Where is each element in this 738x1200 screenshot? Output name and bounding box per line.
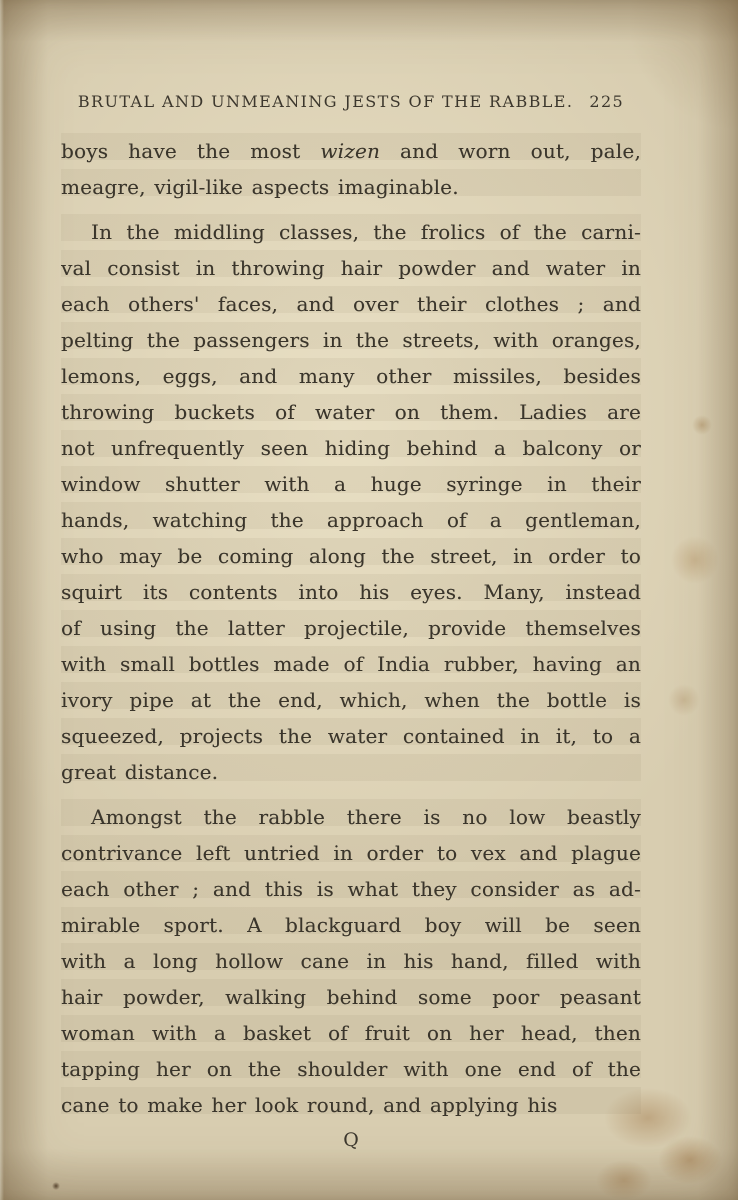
text-line: meagre, vigil-like aspects imaginable. xyxy=(61,175,459,199)
text-line: lemons, eggs, and many other missiles, besides xyxy=(61,364,641,388)
page-body xyxy=(61,133,641,1123)
text-line: boys have the most wizen and worn out, pale, xyxy=(61,139,641,163)
text-line: great distance. xyxy=(61,760,219,784)
text-line: contrivance left untried in order to vex and plague xyxy=(61,841,641,865)
running-head-title: BRUTAL AND UNMEANING JESTS OF THE RABBLE. xyxy=(77,92,574,111)
text-line: In the middling classes, the frolics of the carni- xyxy=(91,220,641,244)
text-line: hair powder, walking behind some poor peasant xyxy=(61,985,641,1009)
page-number: 225 xyxy=(589,92,625,111)
text-line: throwing buckets of water on them. Ladies are xyxy=(61,400,641,424)
paragraph xyxy=(61,799,641,1123)
text-line: window shutter with a huge syringe in their xyxy=(61,472,641,496)
paragraph xyxy=(61,133,641,205)
text-line: hands, watching the approach of a gentleman, xyxy=(61,508,641,532)
text-line: of using the latter projectile, provide themselves xyxy=(61,616,641,640)
text-line: ivory pipe at the end, which, when the bottle is xyxy=(61,688,641,712)
text-line: cane to make her look round, and applying his xyxy=(61,1093,558,1117)
paragraph xyxy=(61,214,641,790)
text-line: who may be coming along the street, in order to xyxy=(61,544,641,568)
page-header xyxy=(61,92,641,111)
text-line: Amongst the rabble there is no low beastly xyxy=(91,805,641,829)
text-line: squeezed, projects the water contained in it, to a xyxy=(61,724,641,748)
text-line: squirt its contents into his eyes. Many, instead xyxy=(61,580,641,604)
text-line: mirable sport. A blackguard boy will be seen xyxy=(61,913,641,937)
text-line: not unfrequently seen hiding behind a balcony or xyxy=(61,436,641,460)
text-line: with small bottles made of India rubber, having an xyxy=(61,652,641,676)
text-line: with a long hollow cane in his hand, filled with xyxy=(61,949,641,973)
text-line: pelting the passengers in the streets, with oranges, xyxy=(61,328,641,352)
text-line: tapping her on the shoulder with one end of the xyxy=(61,1057,641,1081)
text-line: each other ; and this is what they consider as ad- xyxy=(61,877,641,901)
text-line: val consist in throwing hair powder and water in xyxy=(61,256,641,280)
text-line: woman with a basket of fruit on her head, then xyxy=(61,1021,641,1045)
signature-mark: Q xyxy=(343,1129,359,1151)
text-line: each others' faces, and over their clothes ; and xyxy=(61,292,641,316)
